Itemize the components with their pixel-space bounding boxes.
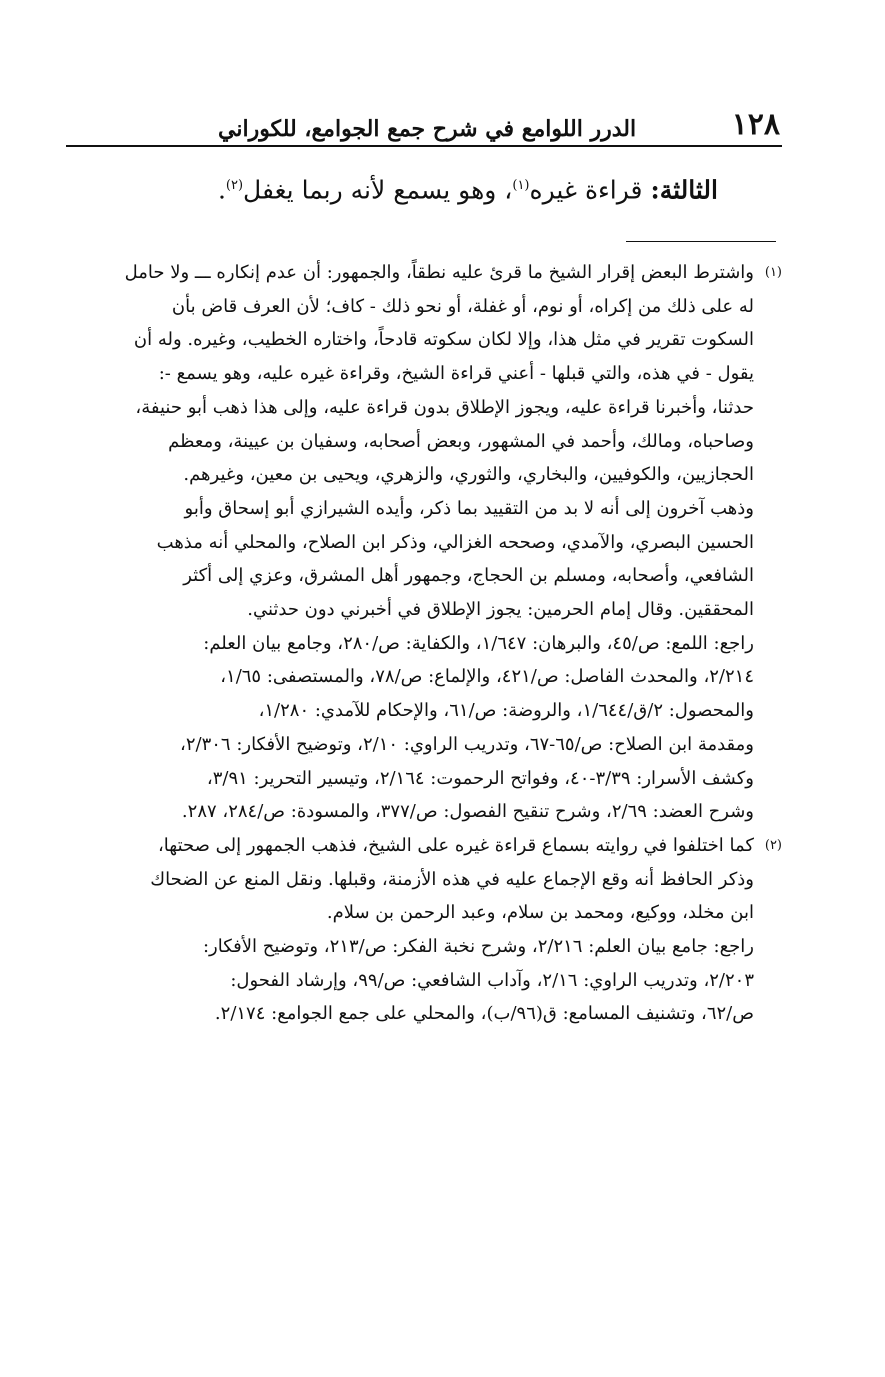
footnote-1 <box>66 256 782 829</box>
footnote-marker: (١) <box>764 265 782 280</box>
footnote-line: وصاحباه، ومالك، وأحمد في المشهور، وبعض أصحابه، وسفيان بن عيينة، ومعظم <box>168 430 754 452</box>
running-title: الدرر اللوامع في شرح جمع الجوامع، للكوراني <box>218 116 637 142</box>
footnote-line: وذكر الحافظ أنه وقع الإجماع عليه في هذه الأزمنة، وقبلها. ونقل المنع عن الضحاك <box>150 868 754 890</box>
page-header <box>68 100 780 140</box>
footnote-line: ٢/٢٠٣، وتدريب الراوي: ٢/١٦، وآداب الشافعي: ص/٩٩، وإرشاد الفحول: <box>230 969 754 991</box>
footnote-line: الحجازيين، والكوفيين، والبخاري، والثوري، والزهري، ويحيى بن معين، وغيرهم. <box>183 464 754 486</box>
footnote-ref-1: (١) <box>512 178 530 193</box>
footnote-line: حدثنا، وأخبرنا قراءة عليه، ويجوز الإطلاق بدون قراءة عليه، وإلى هذا ذهب أبو حنيفة، <box>135 396 754 418</box>
footnote-line: ٢/٢١٤، والمحدث الفاصل: ص/٤٢١، والإلماع: ص/٧٨، والمستصفى: ١/٦٥، <box>220 666 754 688</box>
footnotes <box>66 256 782 1031</box>
footnote-line: والمحصول: ٢/ق/١/٦٤٤، والروضة: ص/٦١، والإحكام للآمدي: ١/٢٨٠، <box>258 700 754 722</box>
footnote-line: وشرح العضد: ٢/٦٩، وشرح تنقيح الفصول: ص/٣٧٧، والمسودة: ص/٢٨٤، ٢٨٧. <box>181 801 754 823</box>
footnote-line: ص/٦٢، وتشنيف المسامع: ق(٩٦/ب)، والمحلي على جمع الجوامع: ٢/١٧٤. <box>214 1003 754 1025</box>
main-text-part2: ، وهو يسمع لأنه ربما يغفل <box>243 175 513 205</box>
main-paragraph <box>68 166 718 210</box>
footnote-line: ومقدمة ابن الصلاح: ص/٦٥-٦٧، وتدريب الراوي: ٢/١٠، وتوضيح الأفكار: ٢/٣٠٦، <box>180 733 754 755</box>
footnote-line: واشترط البعض إقرار الشيخ ما قرئ عليه نطقاً، والجمهور: أن عدم إنكاره ـــ ولا حامل <box>124 262 754 283</box>
footnote-line: راجع: اللمع: ص/٤٥، والبرهان: ١/٦٤٧، والكفاية: ص/٢٨٠، وجامع بيان العلم: <box>203 632 754 654</box>
main-label: الثالثة: <box>650 175 718 205</box>
footnote-2 <box>66 829 782 1031</box>
footnote-line: ابن مخلد، ووكيع، ومحمد بن سلام، وعبد الرحمن بن سلام. <box>326 902 754 924</box>
footnote-marker: (٢) <box>764 837 782 853</box>
footnote-line: يقول - في هذه، والتي قبلها - أعني قراءة الشيخ، وقراءة غيره عليه، وهو يسمع -: <box>158 363 754 385</box>
footnote-line: الشافعي، وأصحابه، ومسلم بن الحجاج، وجمهور أهل المشرق، وعزي إلى أكثر <box>183 565 754 587</box>
footnote-line: الحسين البصري، والآمدي، وصححه الغزالي، وذكر ابن الصلاح، والمحلي أنه مذهب <box>156 531 754 553</box>
main-text-part1: قراءة غيره <box>529 175 643 205</box>
footnote-line: راجع: جامع بيان العلم: ٢/٢١٦، وشرح نخبة الفكر: ص/٢١٣، وتوضيح الأفكار: <box>202 936 754 958</box>
footnote-line: وذهب آخرون إلى أنه لا بد من التقييد بما ذكر، وأيده الشيرازي أبو إسحاق وأبو <box>184 497 754 519</box>
footnote-ref-2: (٢) <box>225 178 244 193</box>
footnote-line: وكشف الأسرار: ٣/٣٩-٤٠، وفواتح الرحموت: ٢/١٦٤، وتيسير التحرير: ٣/٩١، <box>206 767 754 789</box>
footnote-divider <box>626 241 776 242</box>
footnote-line: المحققين. وقال إمام الحرمين: يجوز الإطلاق في أخبرني دون حدثني. <box>247 599 754 621</box>
footnote-line: السكوت تقرير في مثل هذا، وإلا لكان سكوته قادحاً، واختاره الخطيب، وغيره. وله أن <box>133 329 754 351</box>
footnote-line: له على ذلك من إكراه، أو نوم، أو غفلة، أو نحو ذلك - كاف؛ لأن العرف قاض بأن <box>171 295 754 317</box>
page-number: ١٢٨ <box>731 107 780 142</box>
main-text-end: . <box>217 175 226 205</box>
footnote-line: كما اختلفوا في روايته بسماع قراءة غيره على الشيخ، فذهب الجمهور إلى صحتها، <box>157 834 754 856</box>
header-divider <box>66 145 782 147</box>
